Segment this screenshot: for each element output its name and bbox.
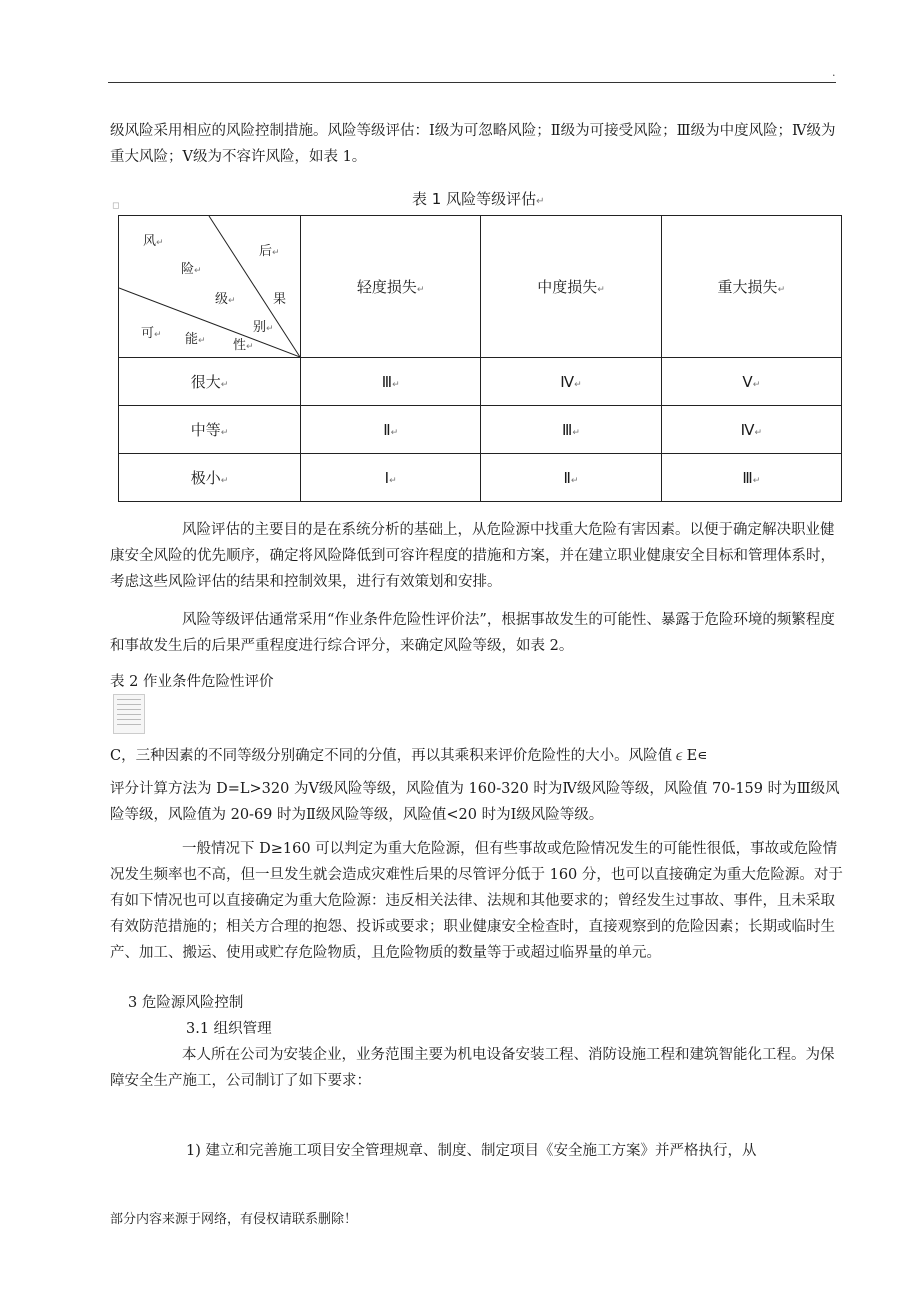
- paragraph-company-requirements: 本人所在公司为安装企业，业务范围主要为机电设备安装工程、消防设施工程和建筑智能化工程。为保障安全生产施工，公司制订了如下要求：: [110, 1047, 835, 1089]
- diag-word-ji: 级↵: [215, 292, 236, 307]
- diag-word-xing: 性↵: [233, 338, 254, 353]
- paragraph-lec-method: 风险等级评估通常采用“作业条件危险性评价法”，根据事故发生的可能性、暴露于危险环境的频繁程度和事故发生后的后果严重程度进行综合评分，来确定风险等级，如表 2。: [110, 612, 835, 654]
- col-header-major-loss: 重大损失↵: [661, 216, 841, 358]
- table-cell: Ⅲ↵: [661, 454, 841, 502]
- table-cell: Ⅱ↵: [481, 454, 661, 502]
- paragraph-score-thresholds: 评分计算方法为 D=L>320 为Ⅴ级风险等级，风险值为 160-320 时为Ⅳ级风险等级，风险值 70-159 时为Ⅲ级风险等级，风险值为 20-69 时为Ⅱ级风险等级，风险值<20 时为Ⅰ级风险等级。: [110, 781, 840, 823]
- row-label: 中等↵: [119, 406, 301, 454]
- paragraph-major-hazard: 一般情况下 D≥160 可以判定为重大危险源，但有些事故或危险情况发生的可能性很低，事故或危险情况发生频率也不高，但一旦发生就会造成灾难性后果的尽管评分低于 160 分，也可以直接确定为重大危险源。对于有如下情况也可以直接确定为重大危险源：违反相关法律、法规和其他要求的；曾经发生过事故、事件，且未采取有效防范措施的；相关方合理的抱怨、投诉或要求；职业健康安全检查时，直接观察到的危险因素；长期或临时生产、加工、搬运、使用或贮存危险物质，且危险物质的数量等于或超过临界量的单元。: [110, 841, 843, 961]
- paragraph-risk-assessment-purpose: 风险评估的主要目的是在系统分析的基础上，从危险源中找重大危险有害因素。以便于确定解决职业健康安全风险的优先顺序，确定将风险降低到可容许程度的措施和方案，并在建立职业健康安全目标和管理体系时，考虑这些风险评估的结果和控制效果，进行有效策划和安排。: [110, 522, 835, 590]
- col-header-minor-loss: 轻度损失↵: [301, 216, 481, 358]
- diagonal-header-cell: [119, 216, 301, 358]
- diag-word-neng: 能↵: [185, 332, 206, 347]
- header-rule: [108, 82, 836, 83]
- col-header-moderate-loss: 中度损失↵: [481, 216, 661, 358]
- table-cell: Ⅳ↵: [481, 358, 661, 406]
- table-cell: Ⅲ↵: [301, 358, 481, 406]
- diag-word-guo: 果: [273, 292, 287, 307]
- footer-disclaimer: 部分内容来源于网络，有侵权请联系删除！: [110, 1212, 358, 1227]
- row-label: 很大↵: [119, 358, 301, 406]
- diag-word-xian: 险↵: [181, 262, 202, 277]
- table2-thumbnail-image: [113, 694, 145, 734]
- table-cell: Ⅲ↵: [481, 406, 661, 454]
- diag-word-feng: 风↵: [143, 234, 164, 249]
- table-cell: Ⅳ↵: [661, 406, 841, 454]
- table1-title: 表 1 风险等级评估↵: [412, 190, 545, 208]
- table-cell: Ⅱ↵: [301, 406, 481, 454]
- table-anchor-mark: ◻: [112, 201, 120, 211]
- section-heading-3-1: 3.1 组织管理: [186, 1021, 272, 1037]
- section-heading-3: 3 危险源风险控制: [128, 995, 244, 1011]
- diag-word-hou: 后↵: [259, 244, 280, 259]
- list-item-1: 1) 建立和完善施工项目安全管理规章、制度、制定项目《安全施工方案》并严格执行，从: [186, 1143, 757, 1159]
- diag-word-ke: 可↵: [141, 326, 162, 341]
- table-row: [119, 406, 842, 454]
- paragraph-risk-levels: 级风险采用相应的风险控制措施。风险等级评估：Ⅰ级为可忽略风险；Ⅱ级为可接受风险；Ⅲ级为中度风险；Ⅳ级为重大风险；Ⅴ级为不容许风险，如表 1。: [110, 123, 836, 165]
- table2-title: 表 2 作业条件危险性评价: [110, 674, 274, 690]
- risk-level-table: [118, 215, 842, 502]
- table-row: [119, 358, 842, 406]
- row-label: 极小↵: [119, 454, 301, 502]
- table-cell: Ⅰ↵: [301, 454, 481, 502]
- paragraph-factor-scores: C，三种因素的不同等级分别确定不同的分值，再以其乘积来评价危险性的大小。风险值∊E∊: [110, 748, 708, 764]
- diag-word-bie: 别↵: [253, 320, 274, 335]
- table-row: [119, 454, 842, 502]
- header-mark: .: [832, 66, 836, 79]
- table-cell: Ⅴ↵: [661, 358, 841, 406]
